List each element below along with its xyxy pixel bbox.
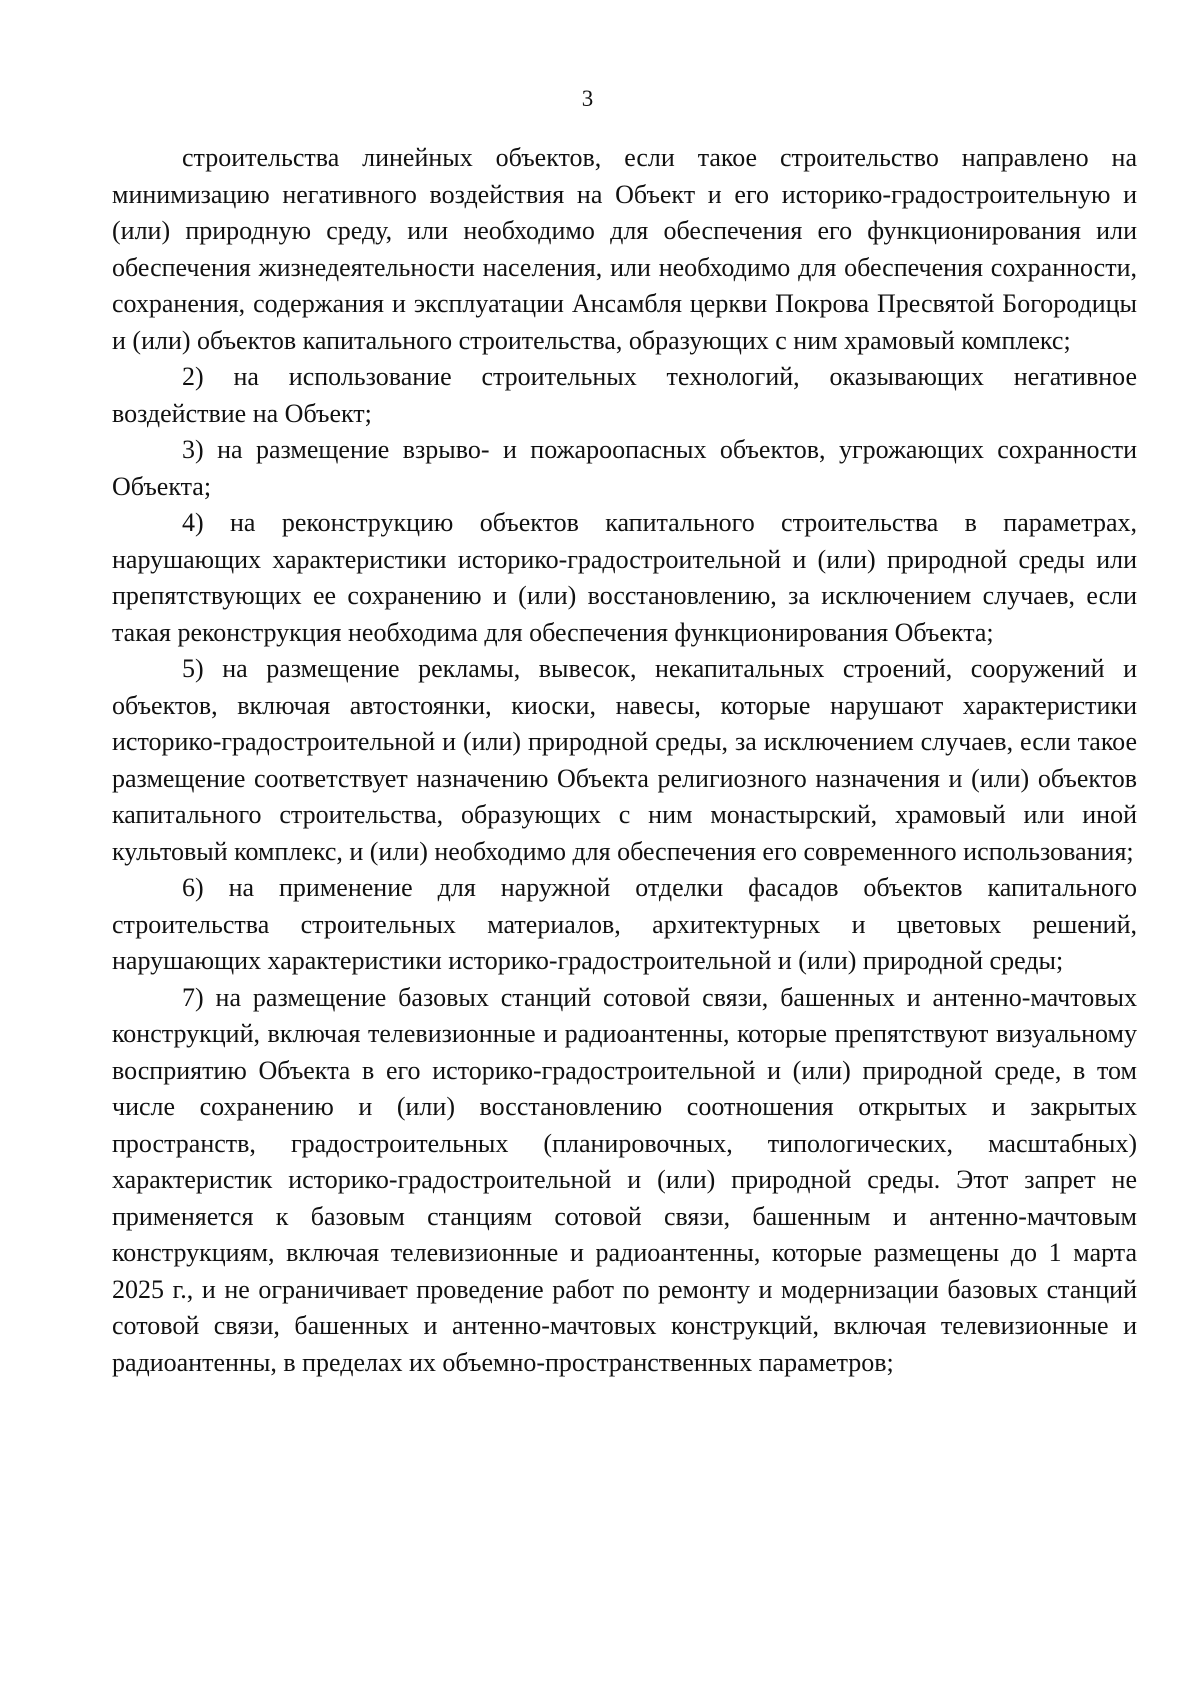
page-number: 3 xyxy=(581,86,594,111)
paragraph-item-6: 6) на применение для наружной отделки фасадов объектов капитального строительства строительных материалов, архитектурных и цветовых решений, нарушающих характеристики историко-градостроительной и (или) природной среды; xyxy=(112,873,1137,975)
document-body xyxy=(112,140,1137,1381)
paragraph-item-5: 5) на размещение рекламы, вывесок, некапитальных строений, сооружений и объектов, включая автостоянки, киоски, навесы, которые нарушают характеристики историко-градостроительной и (или) природной среды, за исключением случаев, если такое размещение соответствует назначению Объекта религиозного назначения и (или) объектов капитального строительства, образующих с ним монастырский, храмовый или иной культовый комплекс, и (или) необходимо для обеспечения его современного использования; xyxy=(112,654,1137,866)
paragraph-item-2: 2) на использование строительных технологий, оказывающих негативное воздействие на Объект; xyxy=(112,362,1137,428)
paragraph-item-4: 4) на реконструкцию объектов капитального строительства в параметрах, нарушающих характеристики историко-градостроительной и (или) природной среды или препятствующих ее сохранению и (или) восстановлению, за исключением случаев, если такая реконструкция необходима для обеспечения функционирования Объекта; xyxy=(112,508,1137,647)
paragraph-item-7: 7) на размещение базовых станций сотовой связи, башенных и антенно-мачтовых конструкций, включая телевизионные и радиоантенны, которые препятствуют визуальному восприятию Объекта в его историко-градостроительной и (или) природной среде, в том числе сохранению и (или) восстановлению соотношения открытых и закрытых пространств, градостроительных (планировочных, типологических, масштабных) характеристик историко-градостроительной и (или) природной среды. Этот запрет не применяется к базовым станциям сотовой связи, башенным и антенно-мачтовым конструкциям, включая телевизионные и радиоантенны, которые размещены до 1 марта 2025 г., и не ограничивает проведение работ по ремонту и модернизации базовых станций сотовой связи, башенных и антенно-мачтовых конструкций, включая телевизионные и радиоантенны, в пределах их объемно-пространственных параметров; xyxy=(112,982,1137,1377)
paragraph-item-3: 3) на размещение взрыво- и пожароопасных объектов, угрожающих сохранности Объекта; xyxy=(112,435,1137,501)
paragraph-continuation: строительства линейных объектов, если такое строительство направлено на минимизацию негативного воздействия на Объект и его историко-градостроительную и (или) природную среду, или необходимо для обеспечения его функционирования или обеспечения жизнедеятельности населения, или необходимо для обеспечения сохранности, сохранения, содержания и эксплуатации Ансамбля церкви Покрова Пресвятой Богородицы и (или) объектов капитального строительства, образующих с ним храмовый комплекс; xyxy=(112,143,1137,355)
